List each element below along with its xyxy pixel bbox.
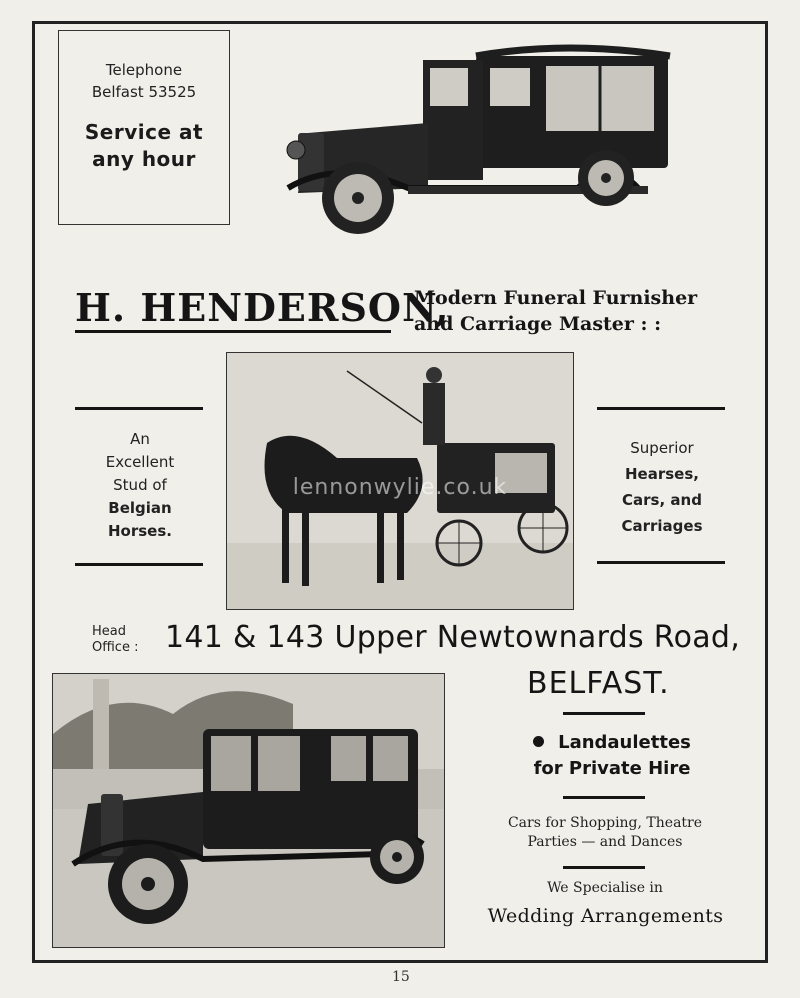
horses-line-1: An — [130, 430, 150, 448]
business-name: H. HENDERSON, — [75, 285, 450, 330]
hearses-line-2: Hearses, — [625, 465, 699, 483]
horses-panel — [75, 428, 205, 543]
hearses-line-3: Cars, and — [622, 491, 702, 509]
business-tagline — [414, 285, 697, 337]
specialise-text: We Specialise in — [547, 880, 663, 896]
name-underline — [75, 330, 391, 333]
horses-line-4: Belgian — [108, 499, 172, 517]
services-rule-2 — [563, 796, 645, 799]
head-office-label — [92, 624, 138, 656]
landaulettes-line-1 — [472, 730, 752, 756]
landaulettes-line-2: for Private Hire — [533, 758, 691, 779]
hearses-panel — [597, 435, 727, 539]
service-line-1: Service at — [84, 120, 204, 144]
service-line-2: any hour — [92, 147, 196, 171]
right-rule-top — [597, 407, 725, 410]
horses-line-5: Horses. — [108, 522, 172, 540]
telephone-label: Telephone — [105, 61, 183, 79]
landaulettes-text: Landaulettes — [558, 732, 691, 753]
street-address: 141 & 143 Upper Newtownards Road, — [165, 620, 741, 655]
cars-line-1: Cars for Shopping, Theatre — [507, 815, 703, 831]
horses-line-3: Stud of — [113, 476, 167, 494]
head-office-line-1: Head — [92, 624, 126, 639]
telephone-number: Belfast 53525 — [91, 83, 197, 101]
horses-line-2: Excellent — [105, 453, 175, 471]
bullet-icon — [533, 736, 544, 747]
landaulette-photo — [52, 673, 445, 948]
services-rule-1 — [563, 712, 645, 715]
landaulettes-block — [472, 730, 752, 782]
horse-hearse-photo — [226, 352, 574, 610]
cars-for-hire-block — [470, 814, 740, 852]
city-name: BELFAST. — [527, 666, 670, 701]
left-rule-top — [75, 407, 203, 410]
tagline-line-2: and Carriage Master : : — [414, 313, 662, 335]
tagline-line-1: Modern Funeral Furnisher — [414, 287, 698, 309]
cars-line-2: Parties — and Dances — [527, 834, 683, 850]
wedding-text: Wedding Arrangements — [487, 905, 724, 927]
hearses-line-4: Carriages — [621, 517, 703, 535]
motor-hearse-image — [278, 38, 678, 243]
page-number: 15 — [392, 969, 410, 985]
telephone-box — [58, 30, 230, 225]
watermark: lennonwylie.co.uk — [292, 475, 508, 500]
landaulette-illustration — [53, 674, 444, 947]
right-rule-bottom — [597, 561, 725, 564]
services-rule-3 — [563, 866, 645, 869]
left-rule-bottom — [75, 563, 203, 566]
head-office-line-2: Office : — [92, 640, 139, 655]
hearses-line-1: Superior — [630, 439, 694, 457]
